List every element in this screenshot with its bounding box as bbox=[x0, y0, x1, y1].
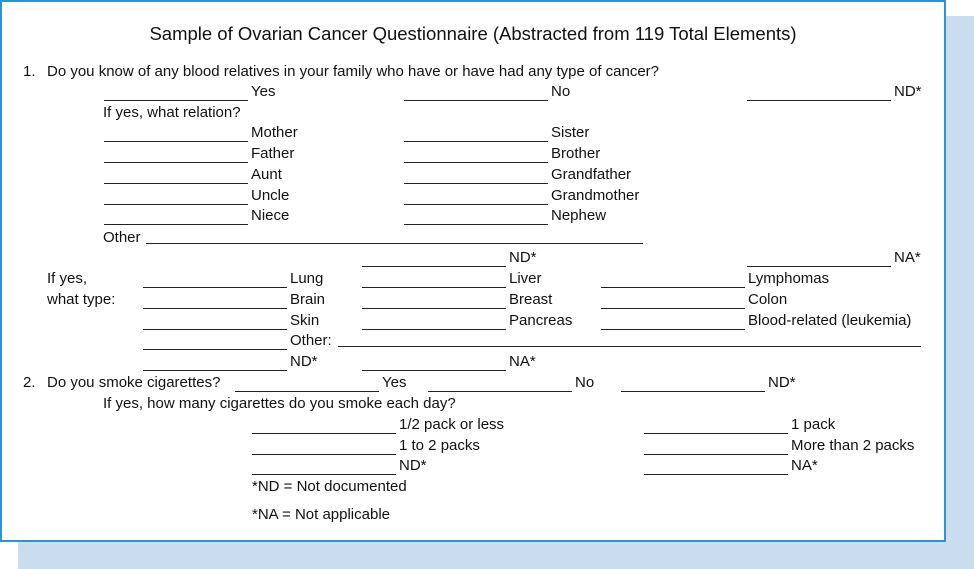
type-skin[interactable] bbox=[143, 312, 319, 330]
label: Brother bbox=[551, 145, 601, 162]
label: Lymphomas bbox=[748, 270, 830, 287]
relation-prompt: If yes, what relation? bbox=[103, 104, 241, 121]
page-title: Sample of Ovarian Cancer Questionnaire (Abstracted from 119 Total Elements) bbox=[149, 23, 797, 44]
label: ND* bbox=[509, 249, 537, 266]
type-pancreas[interactable] bbox=[362, 312, 572, 330]
blank-line[interactable] bbox=[644, 459, 788, 475]
type-nd2-field[interactable] bbox=[143, 353, 318, 371]
amount-1-to-2-packs[interactable] bbox=[252, 437, 480, 455]
relation-grandfather[interactable] bbox=[404, 166, 631, 184]
relation-nephew[interactable] bbox=[404, 207, 606, 225]
q2-number: 2. bbox=[23, 374, 36, 391]
blank-line[interactable] bbox=[644, 439, 788, 455]
relation-niece[interactable] bbox=[104, 207, 289, 225]
blank-line[interactable] bbox=[252, 459, 396, 475]
blank-line[interactable] bbox=[644, 418, 788, 434]
label: Breast bbox=[509, 291, 553, 308]
q1-yes-field[interactable] bbox=[104, 83, 275, 101]
label: Grandfather bbox=[551, 166, 632, 183]
relation-uncle[interactable] bbox=[104, 187, 289, 205]
type-other-input[interactable] bbox=[338, 346, 921, 347]
blank-line[interactable] bbox=[362, 355, 506, 371]
blank-line[interactable] bbox=[143, 334, 287, 350]
type-nd-field[interactable] bbox=[362, 249, 537, 267]
type-liver[interactable] bbox=[362, 270, 542, 288]
blank-line[interactable] bbox=[601, 293, 745, 309]
type-colon[interactable] bbox=[601, 291, 787, 309]
type-prompt-line2: what type: bbox=[47, 291, 116, 308]
label: Yes bbox=[382, 374, 407, 391]
relation-other-label: Other bbox=[103, 229, 141, 246]
q2-no-field[interactable] bbox=[428, 374, 594, 392]
blank-line[interactable] bbox=[143, 293, 287, 309]
blank-line[interactable] bbox=[104, 126, 248, 142]
label: ND* bbox=[290, 353, 318, 370]
amount-more-than-2[interactable] bbox=[644, 437, 914, 455]
blank-line[interactable] bbox=[362, 251, 506, 267]
blank-line[interactable] bbox=[362, 272, 506, 288]
q1-no-field[interactable] bbox=[404, 83, 570, 101]
label: NA* bbox=[894, 249, 921, 266]
footnote-na: *NA = Not applicable bbox=[252, 506, 391, 523]
q1-number: 1. bbox=[23, 63, 36, 80]
blank-line[interactable] bbox=[404, 85, 548, 101]
label: ND* bbox=[399, 457, 427, 474]
q2-yes-field[interactable] bbox=[235, 374, 406, 392]
blank-line[interactable] bbox=[104, 85, 248, 101]
label: NA* bbox=[791, 457, 818, 474]
label: Uncle bbox=[251, 187, 290, 204]
q1-nd-field[interactable] bbox=[747, 83, 922, 101]
label: Lung bbox=[290, 270, 324, 287]
type-prompt-line1: If yes, bbox=[47, 270, 88, 287]
amount-1-pack[interactable] bbox=[644, 416, 835, 434]
label: Pancreas bbox=[509, 312, 573, 329]
blank-line[interactable] bbox=[404, 126, 548, 142]
label: ND* bbox=[894, 83, 922, 100]
label: No bbox=[551, 83, 571, 100]
relation-sister[interactable] bbox=[404, 124, 589, 142]
amount-nd[interactable] bbox=[252, 457, 427, 475]
label: Brain bbox=[290, 291, 326, 308]
type-lung[interactable] bbox=[143, 270, 323, 288]
footnote-nd: *ND = Not documented bbox=[252, 478, 407, 495]
label: Colon bbox=[748, 291, 788, 308]
label: More than 2 packs bbox=[791, 437, 915, 454]
type-other[interactable] bbox=[143, 332, 332, 350]
blank-line[interactable] bbox=[362, 314, 506, 330]
type-blood-related[interactable] bbox=[601, 312, 911, 330]
blank-line[interactable] bbox=[428, 376, 572, 392]
blank-line[interactable] bbox=[104, 209, 248, 225]
label: 1/2 pack or less bbox=[399, 416, 505, 433]
label: Mother bbox=[251, 124, 298, 141]
relation-aunt[interactable] bbox=[104, 166, 282, 184]
relation-mother[interactable] bbox=[104, 124, 298, 142]
blank-line[interactable] bbox=[104, 147, 248, 163]
relation-brother[interactable] bbox=[404, 145, 600, 163]
label: Nephew bbox=[551, 207, 607, 224]
blank-line[interactable] bbox=[404, 168, 548, 184]
blank-line[interactable] bbox=[235, 376, 379, 392]
blank-line[interactable] bbox=[252, 418, 396, 434]
blank-line[interactable] bbox=[601, 314, 745, 330]
blank-line[interactable] bbox=[143, 314, 287, 330]
relation-other-input[interactable] bbox=[146, 243, 643, 244]
blank-line[interactable] bbox=[601, 272, 745, 288]
blank-line[interactable] bbox=[252, 439, 396, 455]
label: Grandmother bbox=[551, 187, 640, 204]
label: Aunt bbox=[251, 166, 282, 183]
blank-line[interactable] bbox=[104, 168, 248, 184]
amount-na[interactable] bbox=[644, 457, 818, 475]
relation-grandmother[interactable] bbox=[404, 187, 639, 205]
label: 1 to 2 packs bbox=[399, 437, 480, 454]
label: Niece bbox=[251, 207, 290, 224]
blank-line[interactable] bbox=[404, 209, 548, 225]
label: Other: bbox=[290, 332, 332, 349]
blank-line[interactable] bbox=[104, 189, 248, 205]
type-na2-field[interactable] bbox=[362, 353, 536, 371]
label: No bbox=[575, 374, 595, 391]
label: Sister bbox=[551, 124, 590, 141]
blank-line[interactable] bbox=[404, 147, 548, 163]
relation-father[interactable] bbox=[104, 145, 294, 163]
label: Liver bbox=[509, 270, 542, 287]
label: Blood-related (leukemia) bbox=[748, 312, 912, 329]
label: ND* bbox=[768, 374, 796, 391]
type-breast[interactable] bbox=[362, 291, 552, 309]
label: Father bbox=[251, 145, 295, 162]
label: Skin bbox=[290, 312, 320, 329]
blank-line[interactable] bbox=[362, 293, 506, 309]
blank-line[interactable] bbox=[621, 376, 765, 392]
blank-line[interactable] bbox=[404, 189, 548, 205]
blank-line[interactable] bbox=[747, 85, 891, 101]
label: 1 pack bbox=[791, 416, 836, 433]
q2-text: Do you smoke cigarettes? bbox=[47, 374, 221, 391]
type-brain[interactable] bbox=[143, 291, 325, 309]
q1-text: Do you know of any blood relatives in your family who have or have had any type of cancer? bbox=[47, 63, 660, 80]
amount-prompt: If yes, how many cigarettes do you smoke each day? bbox=[103, 395, 456, 412]
type-na-field[interactable] bbox=[747, 249, 921, 267]
label: Yes bbox=[251, 83, 276, 100]
blank-line[interactable] bbox=[143, 355, 287, 371]
blank-line[interactable] bbox=[747, 251, 891, 267]
blank-line[interactable] bbox=[143, 272, 287, 288]
label: NA* bbox=[509, 353, 536, 370]
amount-half-pack[interactable] bbox=[252, 416, 504, 434]
type-lymphomas[interactable] bbox=[601, 270, 829, 288]
q2-nd-field[interactable] bbox=[621, 374, 796, 392]
